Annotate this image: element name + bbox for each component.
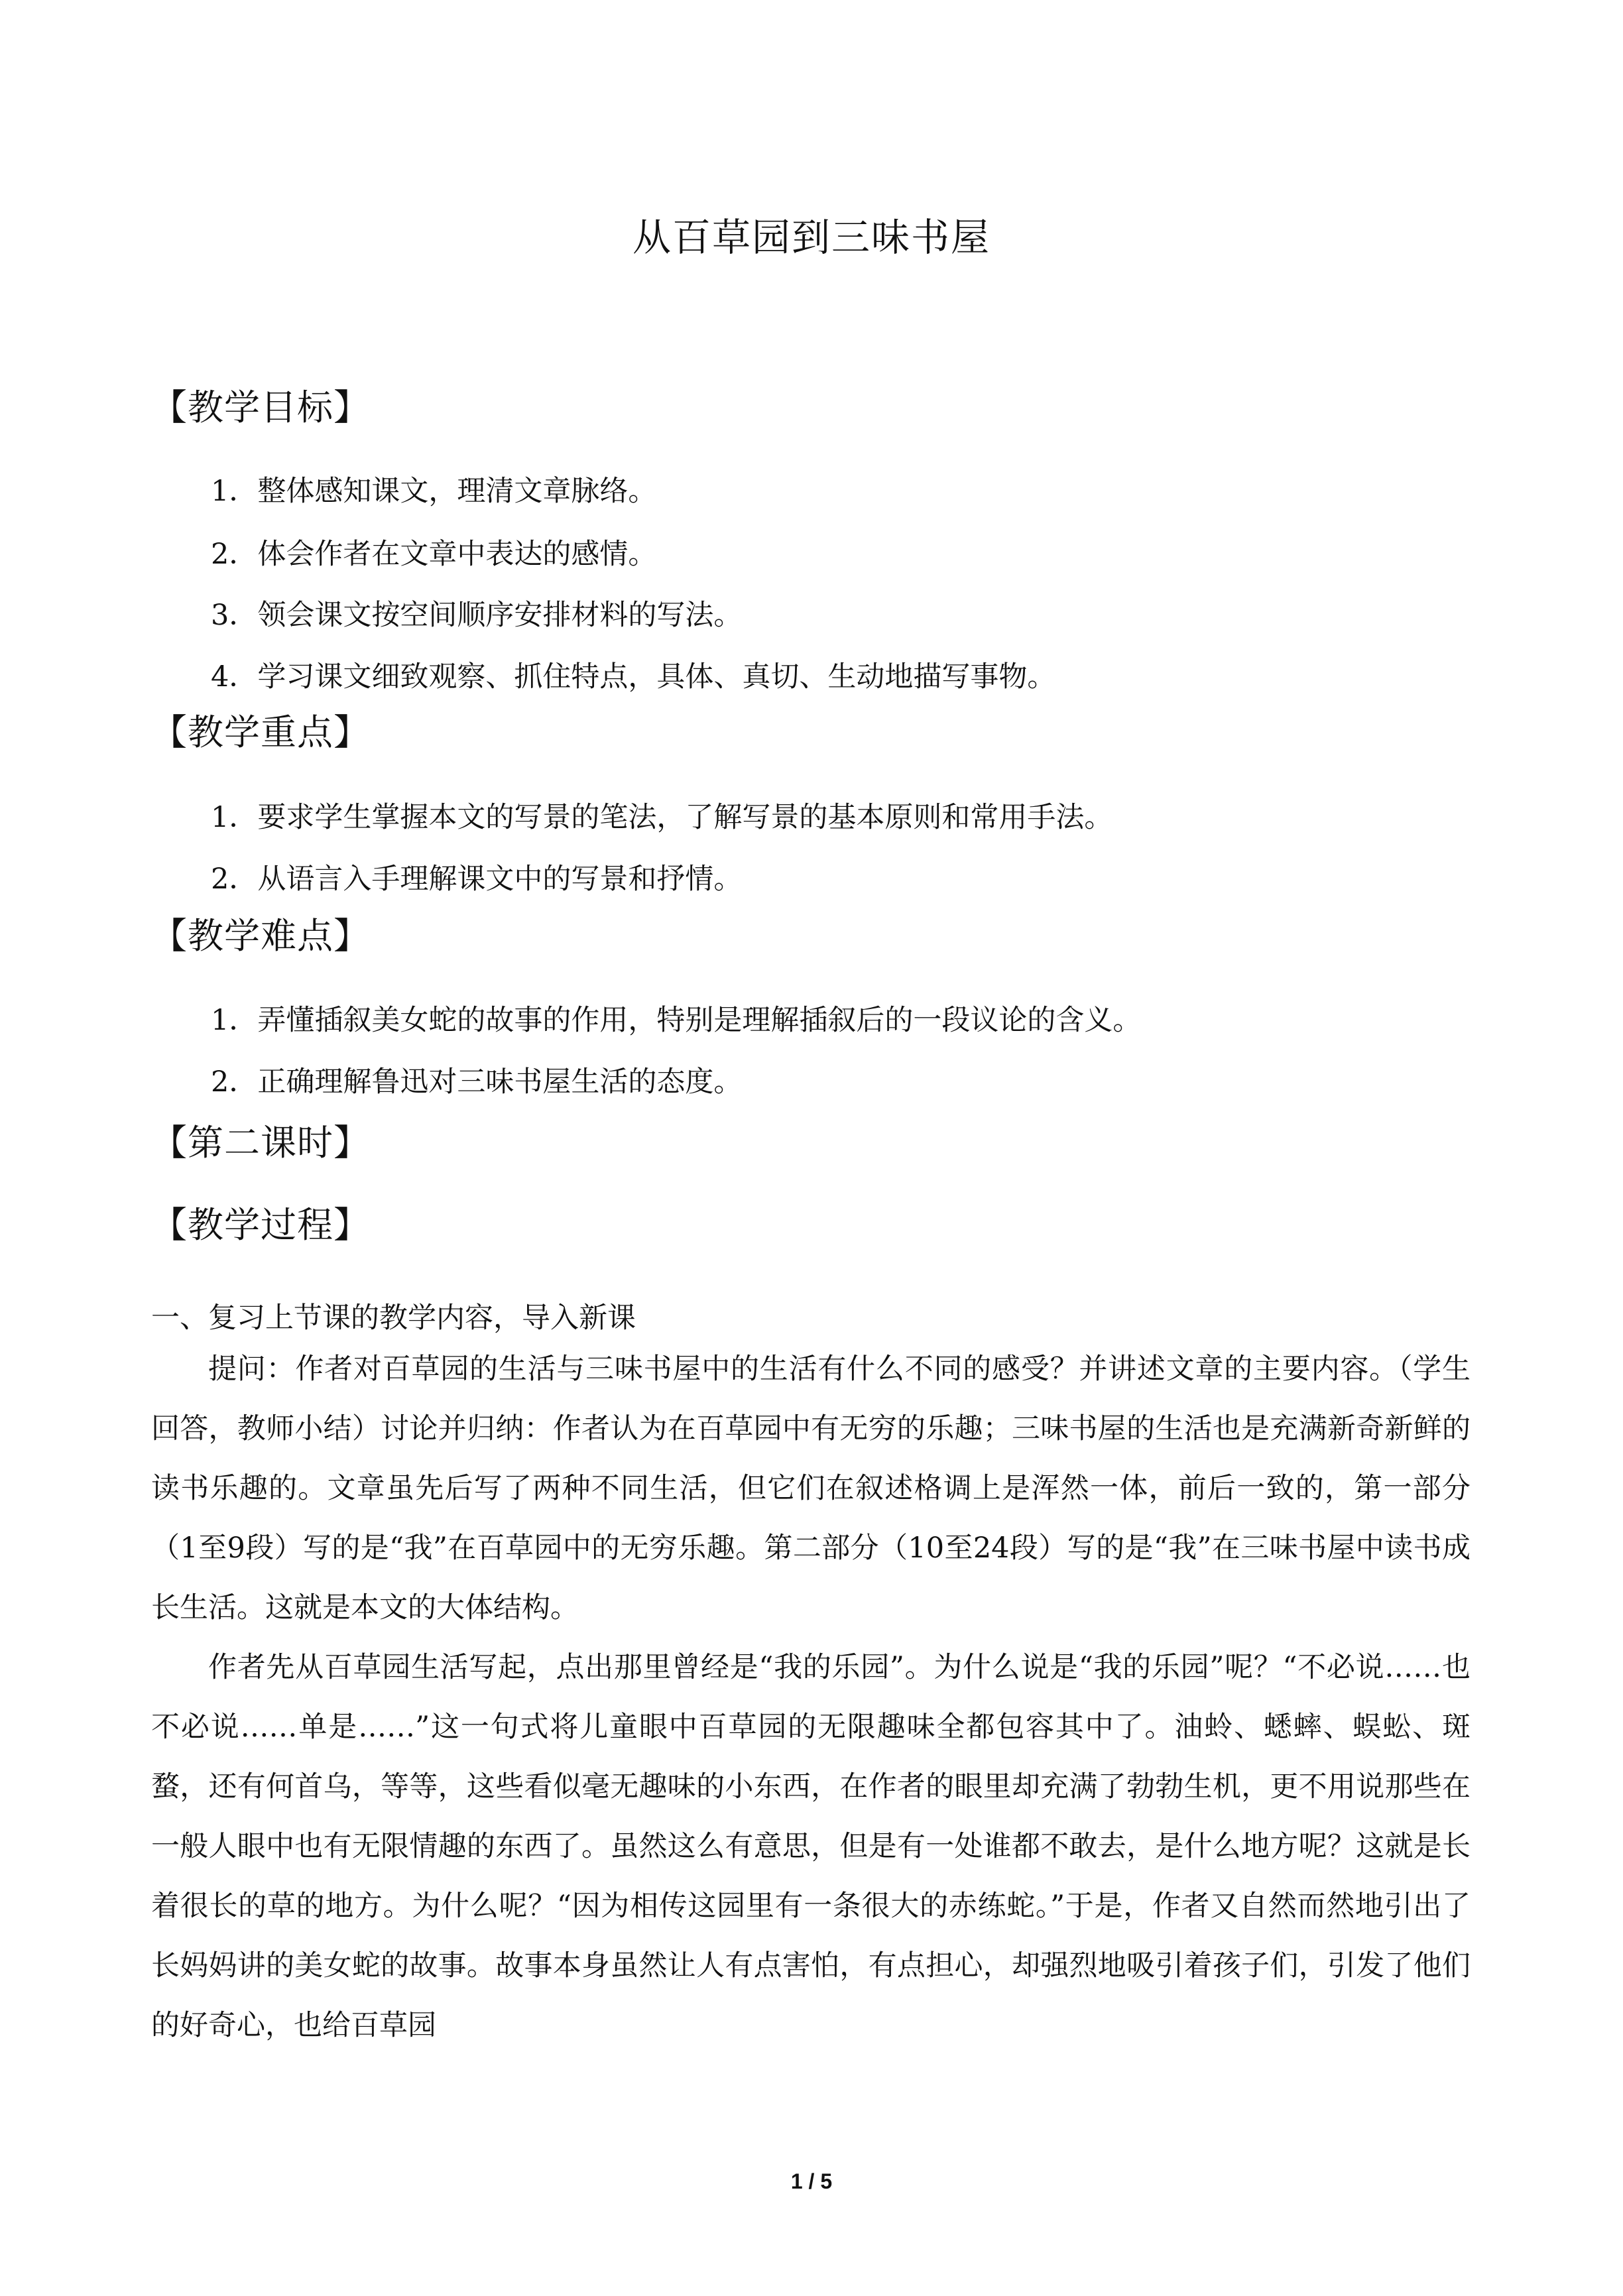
section-title: 一、复习上节课的教学内容，导入新课 <box>151 1301 636 1335</box>
objective-item-3: 3．领会课文按空间顺序安排材料的写法。 <box>211 599 743 632</box>
key-point-item-2: 2．从语言入手理解课文中的写景和抒情。 <box>211 863 743 896</box>
body-paragraph-2: 作者先从百草园生活写起，点出那里曾经是“我的乐园”。为什么说是“我的乐园”呢？“不必说……也不必说……单是……”这一句式将儿童眼中百草园的无限趣味全都包容其中了。油蛉、蟋蟀、蜈蚣、斑蝥，还有何首乌，等等，这些看似毫无趣味的小东西，在作者的眼里却充满了勃勃生机，更不用说那些在一般人眼中也有无限情趣的东西了。虽然这么有意思，但是有一处谁都不敢去，是什么地方呢？这就是长着很长的草的地方。为什么呢？“因为相传这园里有一条很大的赤练蛇。”于是，作者又自然而然地引出了长妈妈讲的美女蛇的故事。故事本身虽然让人有点害怕，有点担心，却强烈地吸引着孩子们，引发了他们的好奇心，也给百草园 <box>151 1651 1471 2042</box>
objectives-heading: 【教学目标】 <box>151 387 370 428</box>
lesson-period-heading: 【第二课时】 <box>151 1122 370 1164</box>
key-points-heading: 【教学重点】 <box>151 711 370 753</box>
page-title: 从百草园到三味书屋 <box>632 215 991 260</box>
difficulty-item-2: 2．正确理解鲁迅对三味书屋生活的态度。 <box>211 1065 743 1099</box>
objective-item-2: 2．体会作者在文章中表达的感情。 <box>211 538 657 571</box>
body-paragraph-1: 提问：作者对百草园的生活与三味书屋中的生活有什么不同的感受？并讲述文章的主要内容。（学生回答，教师小结）讨论并归纳：作者认为在百草园中有无穷的乐趣；三味书屋的生活也是充满新奇新鲜的读书乐趣的。文章虽先后写了两种不同生活，但它们在叙述格调上是浑然一体，前后一致的，第一部分（1至9段）写的是“我”在百草园中的无穷乐趣。第二部分（10至24段）写的是“我”在三味书屋中读书成长生活。这就是本文的大体结构。 <box>151 1353 1471 1624</box>
objective-item-4: 4．学习课文细致观察、抓住特点，具体、真切、生动地描写事物。 <box>211 660 1056 694</box>
key-point-item-1: 1．要求学生掌握本文的写景的笔法，了解写景的基本原则和常用手法。 <box>211 801 1113 834</box>
difficulties-heading: 【教学难点】 <box>151 915 370 957</box>
page-number: 1 / 5 <box>790 2169 833 2193</box>
difficulty-item-1: 1．弄懂插叙美女蛇的故事的作用，特别是理解插叙后的一段议论的含义。 <box>211 1004 1142 1037</box>
process-heading: 【教学过程】 <box>151 1204 370 1246</box>
objective-item-1: 1．整体感知课文，理清文章脉络。 <box>211 475 657 508</box>
